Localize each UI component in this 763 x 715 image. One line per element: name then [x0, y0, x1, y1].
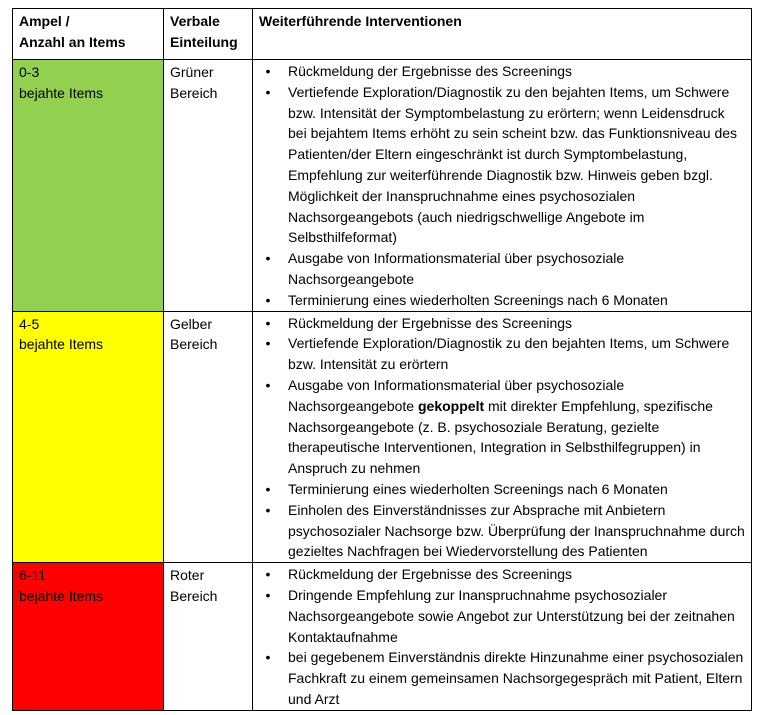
- ampel-sub: bejahte Items: [19, 84, 104, 101]
- header-interventions: Weiterführende Interventionen: [253, 9, 752, 60]
- verbal-label: [170, 565, 246, 607]
- ampel-range: 6-11: [19, 567, 46, 584]
- verbal-word2: Bereich: [170, 84, 218, 101]
- header-row: [13, 9, 752, 60]
- list-item: • Rückmeldung der Ergebnisse des Screenings: [261, 564, 745, 585]
- ampel-range: 0-3: [19, 64, 40, 80]
- list-item: • Dringende Empfehlung zur Inanspruchnahme psychosozialer Nachsorgeangebote sowie Angebot zur Unterstützung bei der zeitnahen Kontaktaufnahme: [261, 585, 745, 647]
- bullet-icon: •: [265, 63, 271, 79]
- ampel-cell-green: [13, 60, 164, 312]
- interventions-cell-yellow: [253, 311, 752, 563]
- verbal-word1: Gelber: [170, 315, 213, 332]
- header-ampel: [13, 9, 164, 60]
- header-ampel-line2: Anzahl an Items: [19, 33, 126, 50]
- header-verbal-line2: Einteilung: [170, 33, 238, 50]
- header-verbal-line1: Verbale: [170, 13, 220, 29]
- list-item: • Terminierung eines wiederholten Screenings nach 6 Monaten: [261, 479, 745, 500]
- verbal-word2: Bereich: [170, 336, 218, 353]
- bullet-icon: •: [265, 649, 271, 666]
- table-row-green: [13, 60, 752, 312]
- bullet-icon: •: [265, 586, 271, 603]
- list-item: • Rückmeldung der Ergebnisse des Screenings: [261, 313, 745, 334]
- bullet-icon: •: [265, 376, 271, 393]
- interventions-list: [261, 564, 745, 710]
- bullet-icon: •: [265, 501, 271, 518]
- list-item: • Vertiefende Exploration/Diagnostik zu den bejahten Items, um Schwere bzw. Intensität zu erörtern: [261, 333, 745, 375]
- list-item: • Ausgabe von Informationsmaterial über psychosoziale Nachsorgeangebote: [261, 248, 745, 290]
- bullet-icon: •: [265, 314, 271, 331]
- verbal-cell-green: [164, 60, 253, 312]
- verbal-label: [170, 314, 246, 356]
- ampel-cell-red: [13, 563, 164, 711]
- list-item: • Rückmeldung der Ergebnisse des Screenings: [261, 61, 745, 82]
- bullet-icon: •: [265, 291, 271, 308]
- verbal-word1: Grüner: [170, 64, 214, 80]
- ampel-cell-yellow: [13, 311, 164, 563]
- verbal-word1: Roter: [170, 567, 205, 584]
- interventions-table: [12, 8, 752, 711]
- header-ampel-line1: Ampel /: [19, 13, 70, 29]
- verbal-cell-red: [164, 563, 253, 711]
- interventions-cell-red: [253, 563, 752, 711]
- interventions-list: [261, 61, 745, 311]
- header-verbal: [164, 9, 253, 60]
- bullet-icon: •: [265, 83, 271, 100]
- verbal-cell-yellow: [164, 311, 253, 563]
- list-item: • Einholen des Einverständnisses zur Absprache mit Anbietern psychosozialer Nachsorge bzw. Überprüfung der Inanspruchnahme durch gezieltes Nachfragen bei Wiedervorstellung des Patienten: [261, 500, 745, 562]
- bullet-icon: •: [265, 566, 271, 583]
- verbal-label: [170, 62, 246, 104]
- bullet-icon: •: [265, 480, 271, 497]
- interventions-list: [261, 313, 745, 563]
- list-item: • Terminierung eines wiederholten Screenings nach 6 Monaten: [261, 290, 745, 311]
- list-item: • Vertiefende Exploration/Diagnostik zu den bejahten Items, um Schwere bzw. Intensität der Symptombelastung zu erörtern; wenn Leidensdruck bei bejahtem Items erhöht zu sein scheint bzw. das Funktionsniveau des Patienten/der Eltern eingeschränkt ist durch Symptombelastung, Empfehlung zur weiterführende Diagnostik bzw. Hinweis geben bzgl. Möglichkeit der Inanspruchnahme eines psychosozialen Nachsorgeangebots (auch niedrigschwellige Angebote im Selbsthilfeformat): [261, 82, 745, 248]
- interventions-cell-green: [253, 60, 752, 312]
- table-row-yellow: [13, 311, 752, 563]
- bullet-icon: •: [265, 335, 271, 352]
- table-row-red: [13, 563, 752, 711]
- emphasis-gekoppelt: gekoppelt: [418, 397, 485, 414]
- ampel-sub: bejahte Items: [19, 587, 104, 604]
- ampel-sub: bejahte Items: [19, 336, 104, 353]
- list-item: • Ausgabe von Informationsmaterial über psychosoziale Nachsorgeangebote gekoppelt mit direkter Empfehlung, spezifische Nachsorgeangebote (z. B. psychosoziale Beratung, gezielte therapeutische Interventionen, Integration in Selbsthilfegruppen) in Anspruch zu nehmen: [261, 375, 745, 479]
- ampel-range: 4-5: [19, 315, 40, 332]
- bullet-icon: •: [265, 250, 271, 267]
- list-item: • bei gegebenem Einverständnis direkte Hinzunahme einer psychosozialen Fachkraft zu einem gemeinsamen Nachsorgegespräch mit Patient, Eltern und Arzt: [261, 647, 745, 709]
- verbal-word2: Bereich: [170, 587, 218, 604]
